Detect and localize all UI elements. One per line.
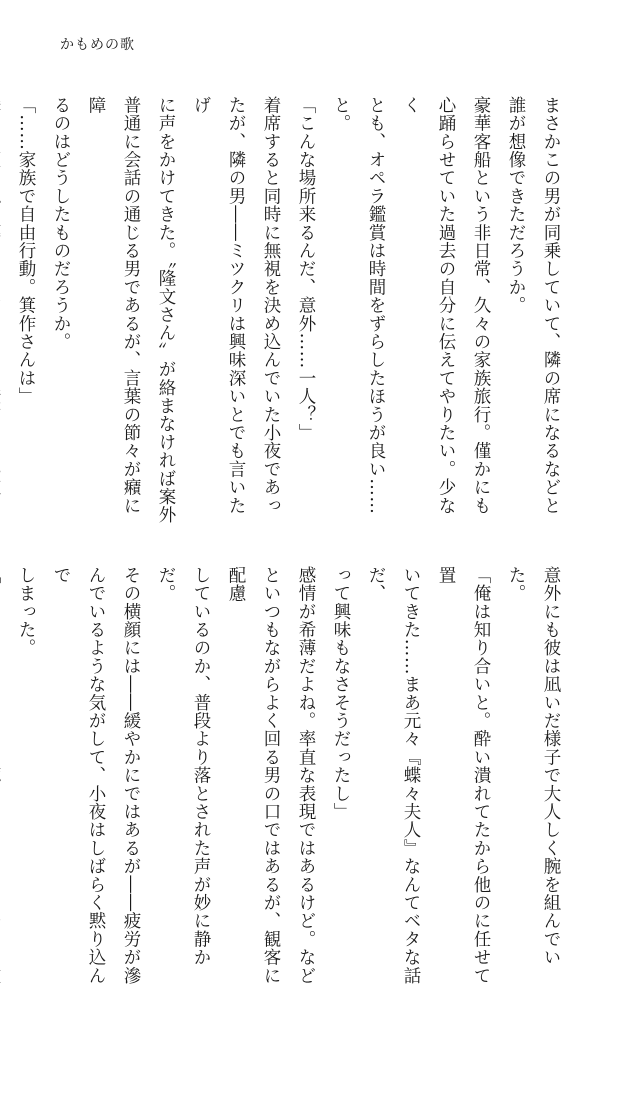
paragraph: 感情が希薄だよね。率直な表現ではあるけど。など といつもながらよく回る男の口ではあるが、観客に配慮 しているのか、普段より落とされた声が妙に静かだ。 その横顔には――緩やかにではあるが――疲労が滲 んでいるような気がして、小夜はしばらく黙り込んで しまった。 bbox=[16, 566, 316, 985]
paragraph: 「こんな場所来るんだ、意外……一人？」 bbox=[296, 96, 316, 442]
paragraph: 「……家族で自由行動。箕作さんは」 bbox=[16, 96, 36, 406]
paragraph: 豪華客船という非日常、久々の家族旅行。僅かにも 心踊らせていた過去の自分に伝えてやりたい。少なく とも、オペラ鑑賞は時間をずらしたほうが良い……と。 bbox=[331, 96, 491, 515]
paragraph bbox=[0, 96, 8, 526]
paragraph: まさかこの男が同乗していて、隣の席になるなどと 誰が想像できただろうか。 bbox=[506, 96, 561, 515]
paragraph: 意外にも彼は凪いだ様子で大人しく腕を組んでいた。 bbox=[506, 566, 561, 967]
paragraph: 「俺は知り合いと。酔い潰れてたから他のに任せて置 いてきた……まあ元々『蝶々夫人』なんてベタな話だ、 って興味もなさそうだったし」 bbox=[331, 566, 491, 985]
text-block-upper bbox=[16, 96, 568, 526]
paragraph: 着席すると同時に無視を決め込んでいた小夜であっ たが、隣の男――ミツクリは興味深いとでも言いたげ に声をかけてきた。〝隆文さん〟が絡まなければ案外 普通に会話の通じる男であるが、言葉の節々が癪に障 るのはどうしたものだろうか。 bbox=[51, 96, 281, 525]
text-block-lower bbox=[16, 566, 568, 996]
paragraph bbox=[0, 566, 8, 996]
running-header: かもめの歌 bbox=[60, 37, 135, 53]
